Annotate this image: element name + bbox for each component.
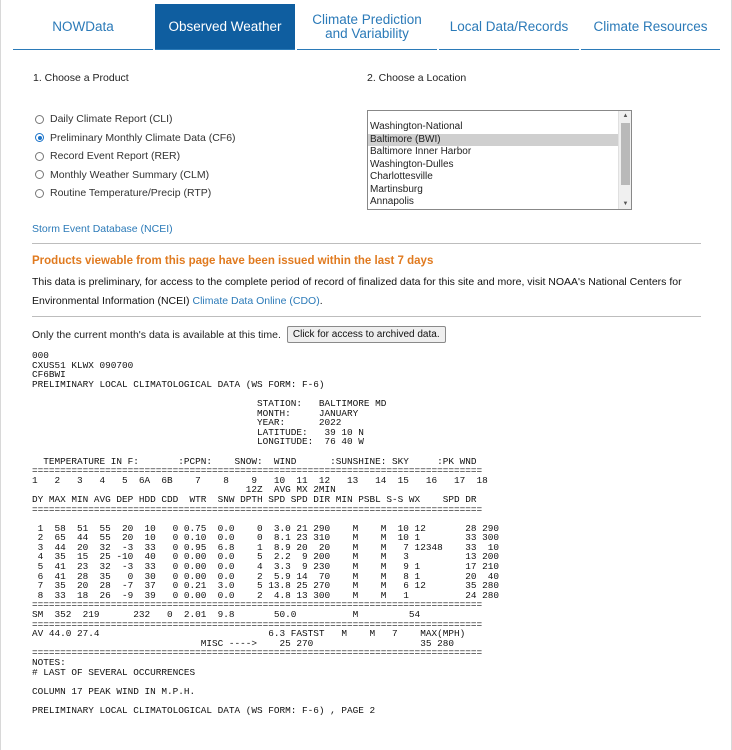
location-section-title: 2. Choose a Location [367,72,467,84]
radio-button[interactable] [35,152,44,161]
tab-climate-resources[interactable]: Climate Resources [581,4,720,50]
location-option[interactable]: Baltimore Inner Harbor [370,146,472,157]
product-radio-group [35,110,236,203]
location-option[interactable]: Charlottesville [370,171,433,182]
climate-data-online-link[interactable]: Climate Data Online (CDO) [192,295,320,307]
scrollbar-thumb[interactable] [621,123,630,185]
location-option[interactable]: Martinsburg [370,183,423,195]
location-option[interactable]: Washington-Dulles [370,158,454,170]
nav-tabs [13,4,720,50]
scroll-down-arrow-icon[interactable]: ▼ [622,201,629,207]
radio-button[interactable] [35,115,44,124]
notice-heading: Products viewable from this page have been issued within the last 7 days [32,255,434,267]
product-option-rer[interactable]: Record Event Report (RER) [35,147,236,166]
listbox-scrollbar[interactable] [618,111,631,209]
archived-row: Only the current month's data is available at this time. Click for access to archived data. [32,326,446,343]
archived-data-button[interactable]: Click for access to archived data. [287,326,446,343]
location-option[interactable]: Washington-National [370,121,463,132]
location-option-selected[interactable]: Baltimore (BWI) [368,134,619,147]
location-listbox[interactable] [367,110,632,210]
divider [32,243,701,244]
product-section-title: 1. Choose a Product [33,72,129,84]
product-option-rtp[interactable]: Routine Temperature/Precip (RTP) [35,184,236,203]
divider [32,316,701,317]
tab-nowdata[interactable]: NOWData [13,4,153,50]
product-option-cli[interactable]: Daily Climate Report (CLI) [35,110,236,129]
tab-climate-prediction[interactable]: Climate Prediction and Variability [297,4,437,50]
tab-local-data-records[interactable]: Local Data/Records [439,4,579,50]
scroll-up-arrow-icon[interactable]: ▲ [622,113,629,119]
preliminary-text: This data is preliminary, for access to the complete period of record of finalized data for this site and more, visit NOAA's National Centers for Environmental Information (NCEI) Climate Data Online (CDO). [32,276,682,307]
product-option-cf6[interactable]: Preliminary Monthly Climate Data (CF6) [35,129,236,148]
radio-button[interactable] [35,189,44,198]
product-option-clm[interactable]: Monthly Weather Summary (CLM) [35,166,236,185]
radio-button-selected[interactable] [35,133,44,142]
radio-button[interactable] [35,170,44,179]
cf6-report-text: 000 CXUS51 KLWX 090700 CF6BWI PRELIMINARY LOCAL CLIMATOLOGICAL DATA (WS FORM: F-6) STATION: BALTIMORE MD MONTH: JANUARY YEAR: 2022 LATITUDE: 39 10 N LONGITUDE: 76 40 W TEMPERATURE IN F: :PCPN: SNOW: WIND :SUNSHINE: SKY :PK WND ================================================================================ 1 2 3 4 5 6A 6B 7 8 9 10 11 12 13 14 15 16 17 18 12Z AVG MX 2MIN DY MAX MIN AVG DEP HDD CDD WTR SNW DPTH SPD SPD DIR MIN PSBL S-S WX SPD DR ================================================================================ 1 58 51 55 20 10 0 0.75 0.0 0 3.0 21 290 M M 10 12 28 290 2 65 44 55 20 10 0 0.10 0.0 0 8.1 23 310 M M 10 1 33 300 3 44 20 32 -3 33 0 0.95 6.8 1 8.9 20 20 M M 7 12348 33 10 4 35 15 25 -10 40 0 0.00 0.0 5 2.2 9 200 M M 3 13 200 5 41 23 32 -3 33 0 0.00 0.0 4 3.3 9 230 M M 9 1 17 210 6 41 28 35 0 30 0 0.00 0.0 2 5.9 14 70 M M 8 1 20 40 7 35 20 28 -7 37 0 0.21 3.0 5 13.8 25 270 M M 6 12 35 280 8 33 18 26 -9 39 0 0.00 0.0 2 4.8 13 300 M M 1 24 280 ================================================================================ SM 352 219 232 0 2.01 9.8 50.0 M 54 ================================================================================ AV 44.0 27.4 6.3 FASTST M M 7 MAX(MPH) MISC ----> 25 270 35 280 ================================================================================ NOTES: # LAST OF SEVERAL OCCURRENCES COLUMN 17 PEAK WIND IN M.P.H. PRELIMINARY LOCAL CLIMATOLOGICAL DATA (WS FORM: F-6) , PAGE 2 [32,350,499,716]
storm-event-database-link[interactable]: Storm Event Database (NCEI) [32,223,173,235]
tab-observed-weather[interactable]: Observed Weather [155,4,295,50]
location-option[interactable]: Annapolis [370,196,414,207]
